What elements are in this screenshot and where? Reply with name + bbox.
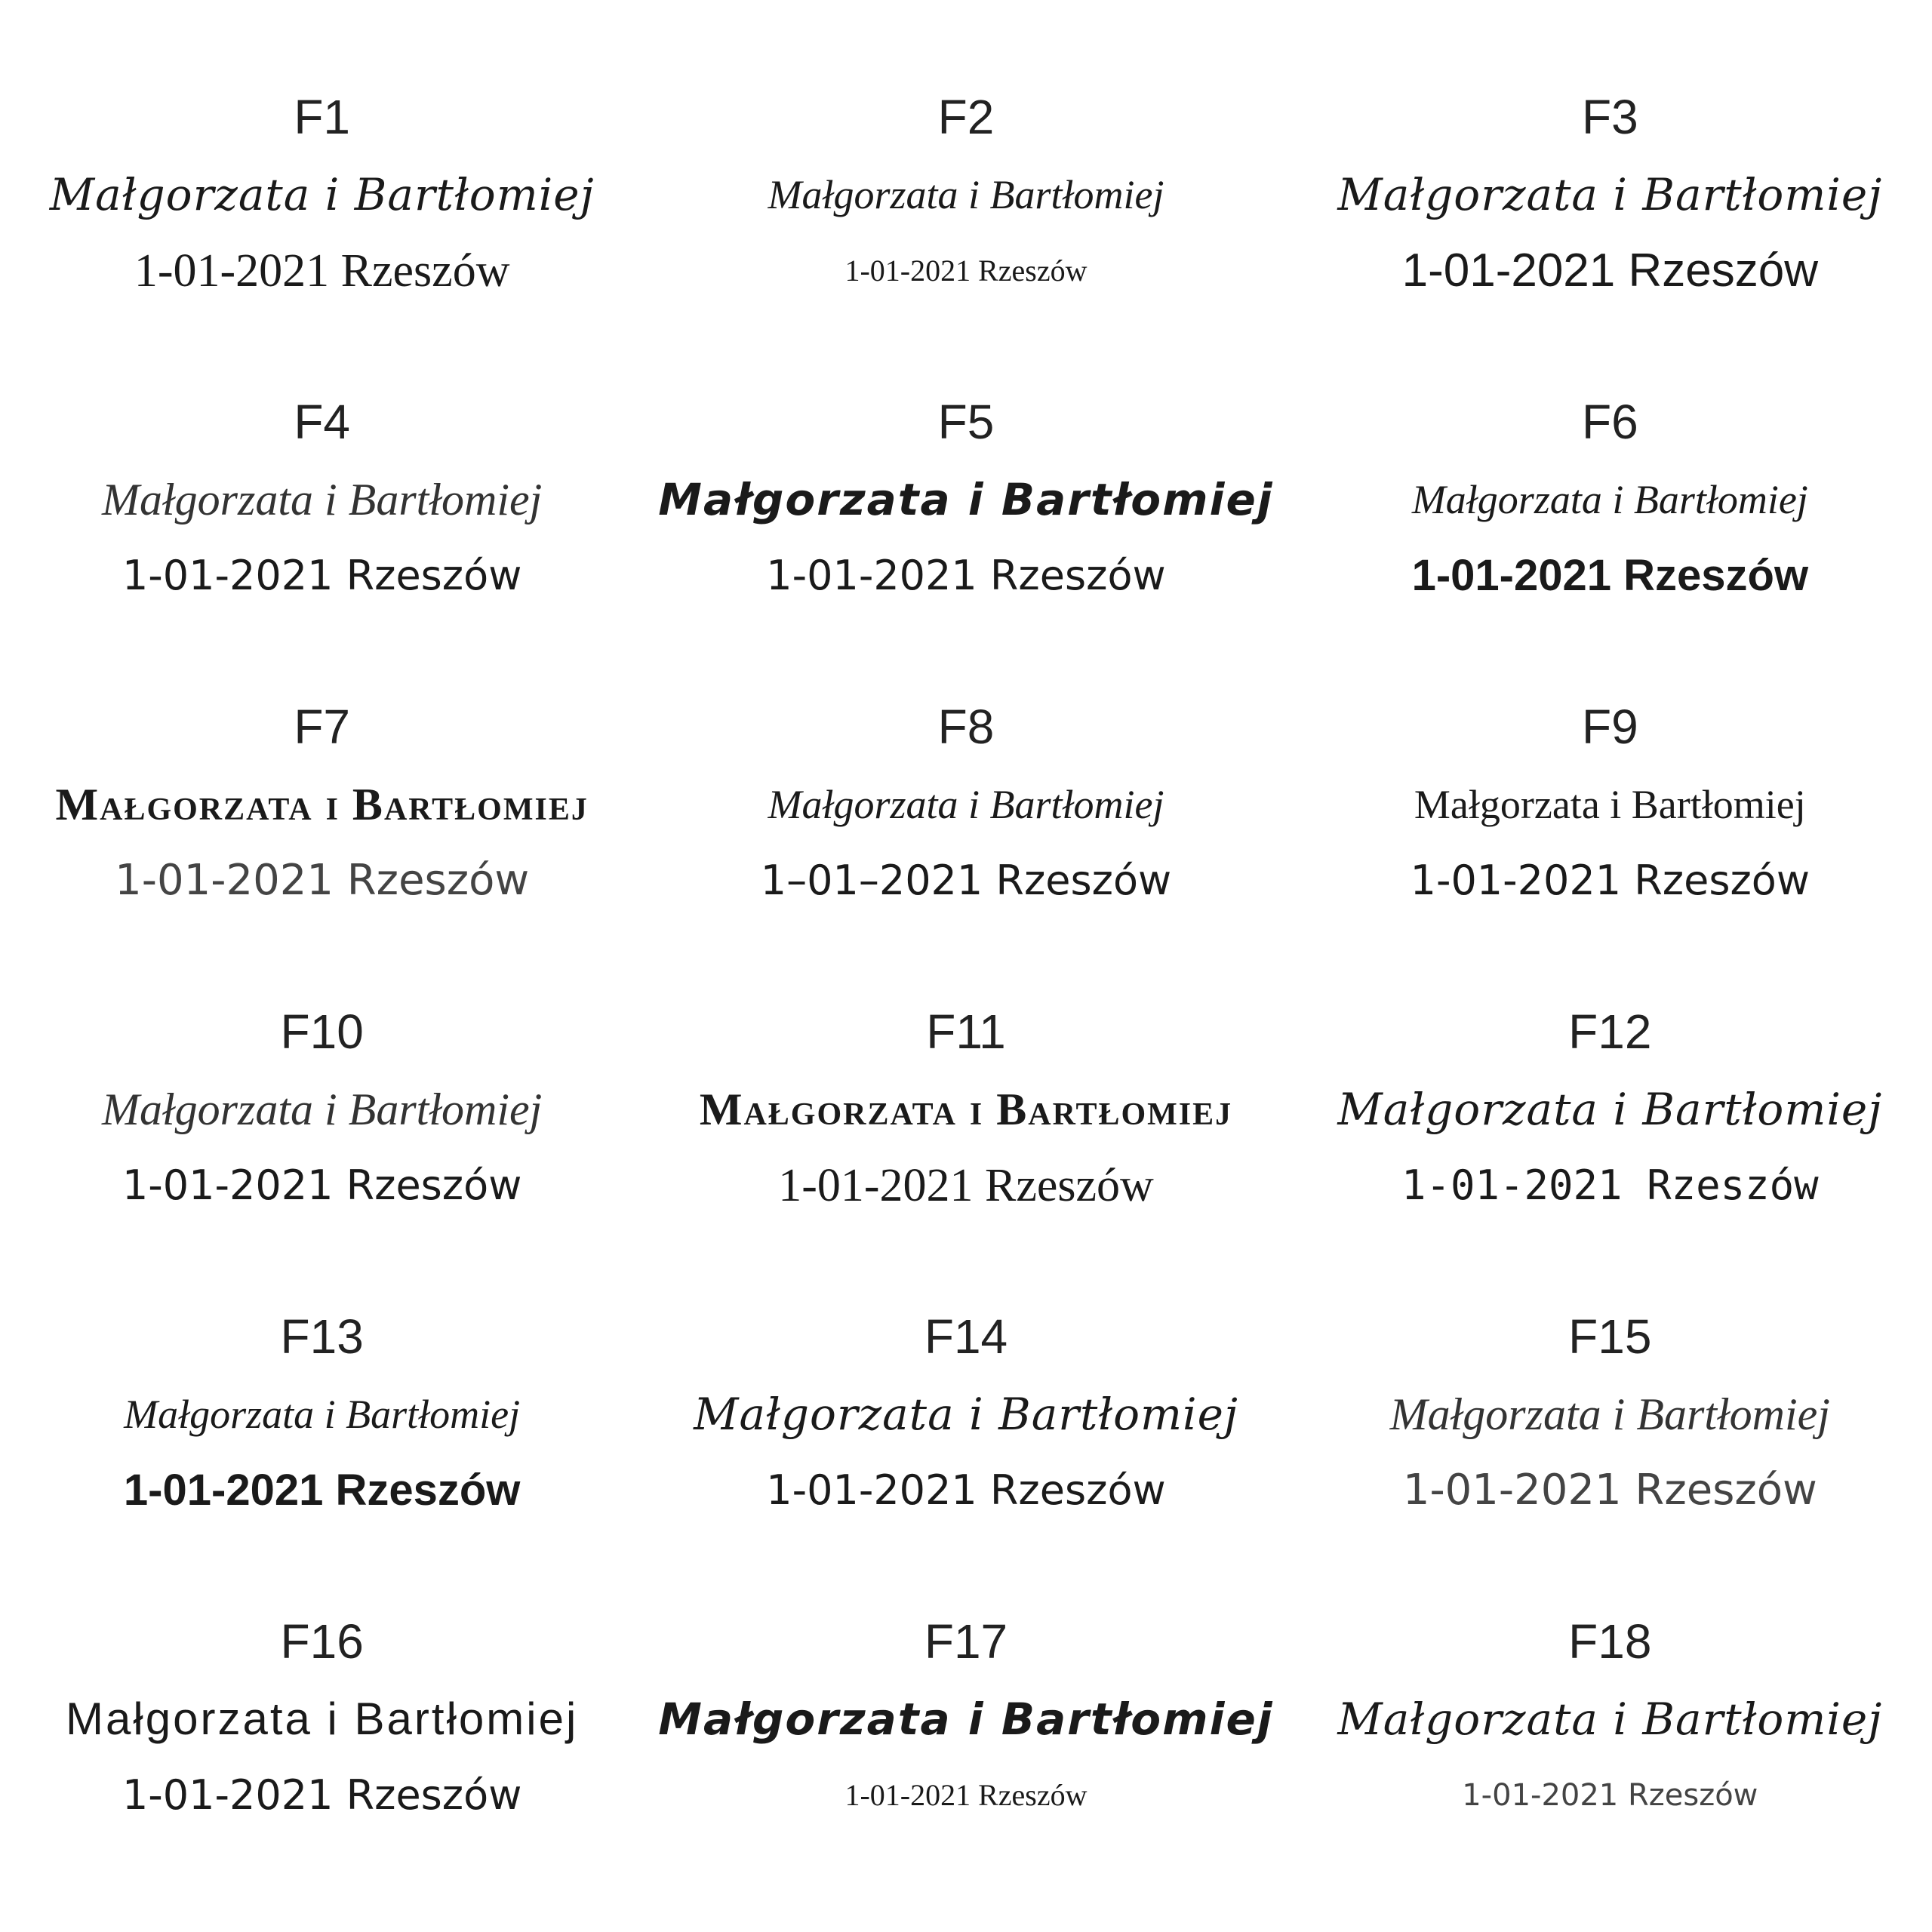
sample-names: Małgorzata i Bartłomiej — [124, 1392, 521, 1437]
font-label: F16 — [280, 1614, 364, 1669]
font-sample-f13 — [0, 1306, 644, 1611]
font-label: F7 — [294, 700, 350, 754]
sample-names: Małgorzata i Bartłomiej — [658, 1694, 1274, 1745]
font-sample-f6 — [1288, 392, 1932, 697]
sample-date: 1-01-2021 Rzeszów — [123, 1466, 521, 1515]
sample-names: Małgorzata i Bartłomiej — [768, 782, 1164, 827]
font-label: F12 — [1568, 1004, 1652, 1059]
font-sample-f8 — [644, 697, 1287, 1001]
font-label: F6 — [1581, 395, 1638, 449]
font-sample-f3 — [1288, 87, 1932, 392]
font-label: F9 — [1581, 700, 1638, 754]
font-label: F15 — [1568, 1309, 1652, 1364]
font-sample-f1 — [0, 87, 644, 392]
sample-names: Małgorzata i Bartłomiej — [101, 475, 543, 525]
font-sample-f14 — [644, 1306, 1287, 1611]
font-label: F8 — [937, 700, 995, 754]
sample-names: Małgorzata i Bartłomiej — [101, 1084, 543, 1134]
sample-names: Małgorzata i Bartłomiej — [658, 474, 1274, 525]
font-label: F14 — [924, 1309, 1008, 1364]
sample-date: 1-01-2021 Rzeszów — [134, 245, 510, 297]
sample-date: 1-01-2021 Rzeszów — [115, 856, 530, 905]
font-sample-f18 — [1288, 1611, 1932, 1916]
font-label: F17 — [924, 1614, 1008, 1669]
sample-names: Małgorzata i Bartłomiej — [768, 172, 1164, 217]
sample-date: 1-01-2021 Rzeszów — [122, 1771, 522, 1819]
font-sample-f17 — [644, 1611, 1287, 1916]
sample-date: 1-01-2021 Rzeszów — [766, 552, 1166, 599]
font-label: F5 — [937, 395, 995, 449]
font-sample-f4 — [0, 392, 644, 697]
font-label: F2 — [937, 90, 995, 144]
sample-names: Małgorzata i Bartłomiej — [694, 1389, 1238, 1440]
font-label: F10 — [280, 1004, 364, 1059]
font-label: F1 — [294, 90, 350, 144]
font-sample-f5 — [644, 392, 1287, 697]
sample-date: 1-01-2021 Rzeszów — [122, 1161, 522, 1209]
font-sample-f15 — [1288, 1306, 1932, 1611]
sample-names: Małgorzata i Bartłomiej — [66, 1694, 579, 1744]
sample-names: Małgorzata i Bartłomiej — [1411, 477, 1808, 522]
font-sample-f12 — [1288, 1001, 1932, 1306]
font-sample-f7 — [0, 697, 644, 1001]
sample-date: 1-01-2021 Rzeszów — [1462, 1778, 1758, 1813]
font-sample-f2 — [644, 87, 1287, 392]
font-sample-f9 — [1288, 697, 1932, 1001]
font-sample-f10 — [0, 1001, 644, 1306]
sample-names: Małgorzata i Bartłomiej — [699, 1084, 1233, 1134]
sample-date: 1-01-2021 Rzeszów — [844, 1778, 1088, 1812]
sample-date: 1-01-2021 Rzeszów — [1411, 551, 1809, 600]
sample-date: 1-01-2021 Rzeszów — [122, 552, 522, 599]
sample-names: Małgorzata i Bartłomiej — [1337, 1084, 1883, 1135]
sample-date: 1-01-2021 Rzeszów — [844, 254, 1088, 288]
sample-date: 1-01-2021 Rzeszów — [1410, 857, 1810, 904]
font-label: F3 — [1581, 90, 1638, 144]
sample-date: 1-01-2021 Rzeszów — [1402, 1466, 1817, 1515]
sample-names: Małgorzata i Bartłomiej — [1337, 169, 1883, 220]
sample-date: 1-01-2021 Rzeszów — [1401, 245, 1819, 297]
sample-names: Małgorzata i Bartłomiej — [1337, 1694, 1883, 1745]
sample-date: 1-01-2021 Rzeszów — [778, 1160, 1154, 1211]
sample-date: 1-01-2021 Rzeszów — [766, 1466, 1166, 1514]
sample-names: Małgorzata i Bartłomiej — [1414, 782, 1806, 827]
font-label: F13 — [280, 1309, 364, 1364]
sample-names: Małgorzata i Bartłomiej — [49, 169, 595, 220]
font-sample-f11 — [644, 1001, 1287, 1306]
font-sample-f16 — [0, 1611, 644, 1916]
sample-date: 1–01–2021 Rzeszów — [760, 857, 1172, 904]
sample-date: 1-01-2021 Rzeszów — [1401, 1161, 1819, 1209]
font-label: F11 — [926, 1004, 1006, 1059]
sample-names: Małgorzata i Bartłomiej — [55, 780, 589, 829]
font-label: F18 — [1568, 1614, 1652, 1669]
sample-names: Małgorzata i Bartłomiej — [1389, 1389, 1830, 1439]
font-label: F4 — [294, 395, 350, 449]
